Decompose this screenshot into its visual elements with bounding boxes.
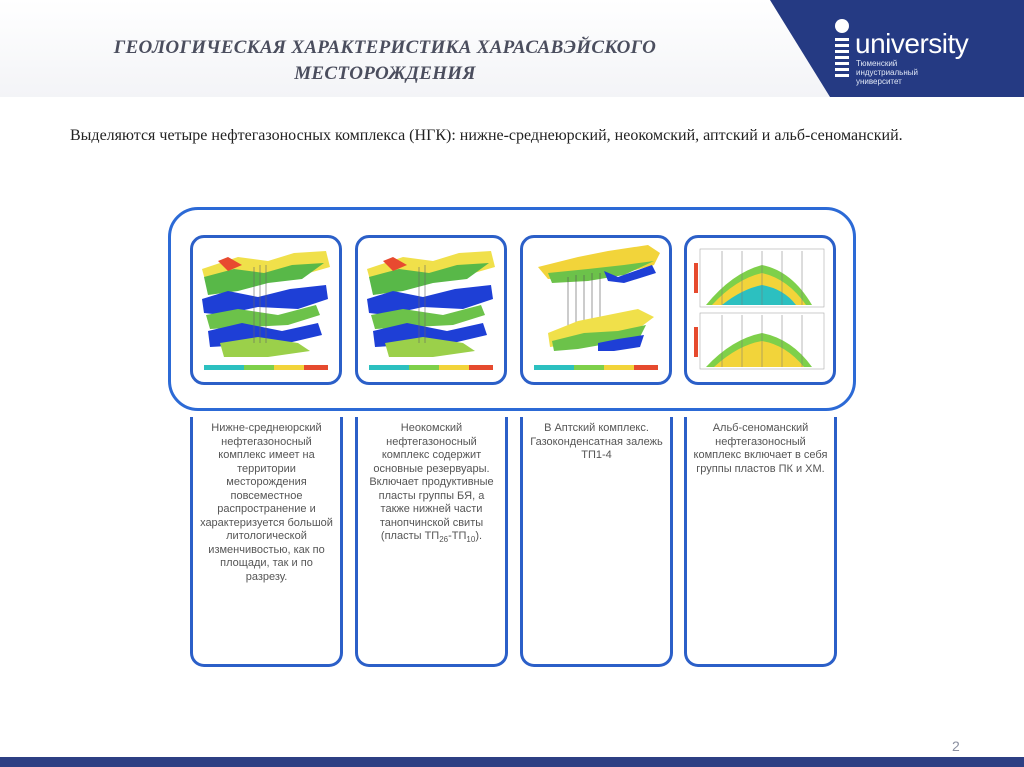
geology-section-image: [692, 243, 828, 377]
complex-description: В Аптский комплекс. Газоконденсатная залежь ТП1-4: [530, 422, 663, 461]
logo-sub-line: университет: [856, 77, 902, 86]
logo-sub-line: Тюменский: [856, 59, 898, 68]
intro-paragraph: Выделяются четыре нефтегазоносных комплекса (НГК): нижне-среднеюрский, неокомский, аптский и альб-сеноманский.: [70, 127, 903, 144]
complex-card-4: [684, 417, 837, 667]
complex-card-2: [355, 417, 508, 667]
page-number: 2: [952, 738, 960, 754]
geology-3d-model-image: [528, 243, 664, 377]
logo-mark-icon: [832, 18, 852, 82]
logo-word: university: [855, 28, 969, 59]
model-image-4: [684, 235, 836, 385]
complex-description-main: Неокомский нефтегазоносный комплекс содержит основные резервуары. Включает продуктивные пласты группы БЯ, а также нижней части танопчинской свиты (пласты ТП: [369, 422, 494, 542]
title-line-1: ГЕОЛОГИЧЕСКАЯ ХАРАКТЕРИСТИКА ХАРАСАВЭЙСКОГО: [113, 37, 657, 58]
logo-sub-line: индустриальный: [856, 68, 918, 77]
geology-3d-model-image: [198, 243, 334, 377]
layer-index-sub: 26: [439, 535, 449, 545]
complex-description: Нижне-среднеюрский нефтегазоносный комплекс имеет на территории месторождения повсеместное распространение и характеризуется большой литологической изменчивостью, как по площади, так и по разрезу.: [200, 422, 333, 583]
complex-description-mid: -ТП: [448, 530, 467, 542]
complex-card-3: [520, 417, 673, 667]
model-image-1: [190, 235, 342, 385]
complex-description-end: ).: [475, 530, 483, 542]
complex-description: Альб-сеноманский нефтегазоносный комплекс включает в себя группы пластов ПК и ХМ.: [693, 422, 828, 475]
model-image-3: [520, 235, 672, 385]
layer-index-sub: 10: [466, 535, 476, 545]
complex-card-1: [190, 417, 343, 667]
page-title: [40, 35, 730, 87]
logo-subtitle: [856, 59, 918, 86]
geology-3d-model-image: [363, 243, 499, 377]
footer-band: [0, 757, 1024, 767]
model-image-2: [355, 235, 507, 385]
title-line-2: МЕСТОРОЖДЕНИЯ: [294, 63, 476, 84]
complex-description: [358, 417, 505, 547]
university-logo: [832, 14, 1012, 94]
